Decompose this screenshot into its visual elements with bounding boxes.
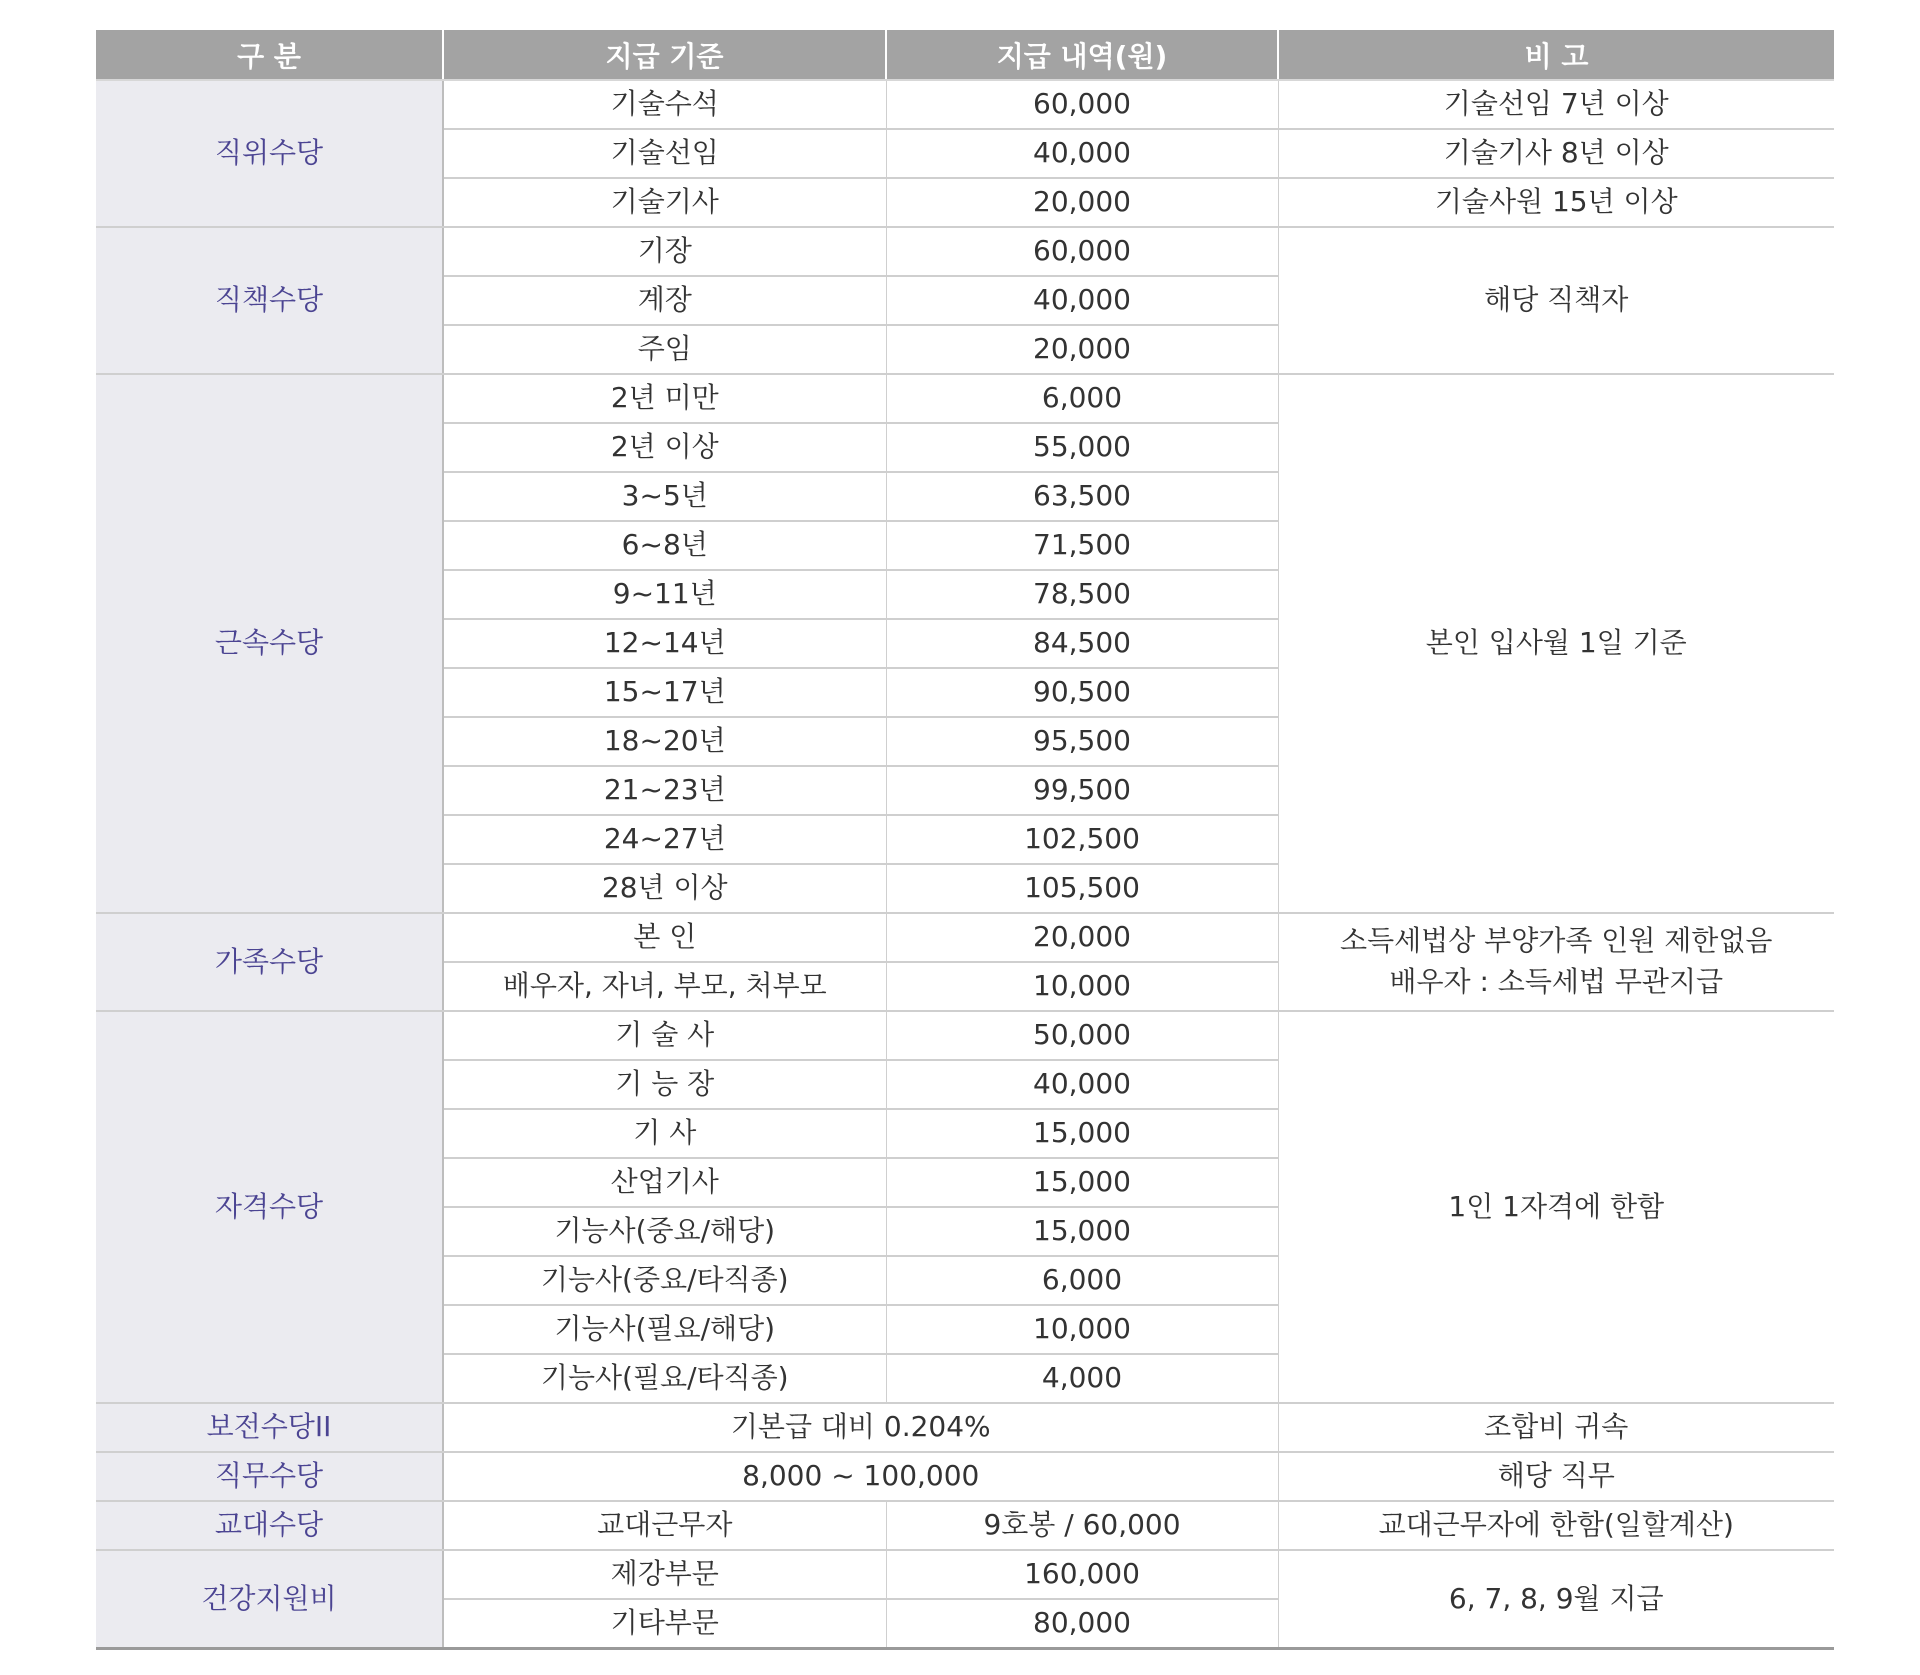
table-row [96,1452,1834,1501]
amount-cell: 160,000 [886,1550,1278,1599]
category-cell: 직위수당 [96,80,443,227]
table-row [96,913,1834,962]
table-row [96,1011,1834,1060]
amount-cell: 40,000 [886,276,1278,325]
amount-cell: 50,000 [886,1011,1278,1060]
criterion-cell: 기 사 [443,1109,886,1158]
header-criterion: 지급 기준 [443,30,886,80]
table-row [96,1550,1834,1599]
amount-cell: 99,500 [886,766,1278,815]
criterion-cell: 9~11년 [443,570,886,619]
criterion-cell: 24~27년 [443,815,886,864]
amount-cell: 40,000 [886,1060,1278,1109]
criterion-cell: 3~5년 [443,472,886,521]
header-row [96,30,1834,80]
category-cell: 교대수당 [96,1501,443,1550]
amount-cell: 40,000 [886,129,1278,178]
amount-cell: 20,000 [886,325,1278,374]
table-row [96,80,1834,129]
criterion-cell: 계장 [443,276,886,325]
category-cell: 직책수당 [96,227,443,374]
note-cell [1278,913,1834,1011]
criterion-cell: 기타부문 [443,1599,886,1649]
category-cell: 건강지원비 [96,1550,443,1649]
table-row [96,1501,1834,1550]
criterion-cell: 교대근무자 [443,1501,886,1550]
amount-cell: 84,500 [886,619,1278,668]
amount-cell: 63,500 [886,472,1278,521]
amount-cell: 90,500 [886,668,1278,717]
amount-cell: 105,500 [886,864,1278,913]
amount-cell: 60,000 [886,227,1278,276]
amount-cell: 80,000 [886,1599,1278,1649]
criterion-cell: 산업기사 [443,1158,886,1207]
criterion-cell: 주임 [443,325,886,374]
table-row [96,374,1834,423]
amount-cell: 4,000 [886,1354,1278,1403]
criterion-cell: 기술수석 [443,80,886,129]
criterion-cell: 2년 이상 [443,423,886,472]
amount-cell: 55,000 [886,423,1278,472]
criterion-cell: 본 인 [443,913,886,962]
criterion-cell: 제강부문 [443,1550,886,1599]
detail-cell: 8,000 ~ 100,000 [443,1452,1278,1501]
amount-cell: 20,000 [886,178,1278,227]
amount-cell: 71,500 [886,521,1278,570]
amount-cell: 60,000 [886,80,1278,129]
criterion-cell: 기능사(중요/타직종) [443,1256,886,1305]
criterion-cell: 기 술 사 [443,1011,886,1060]
amount-cell: 9호봉 / 60,000 [886,1501,1278,1550]
note-cell: 기술사원 15년 이상 [1278,178,1834,227]
table-row [96,227,1834,276]
criterion-cell: 28년 이상 [443,864,886,913]
amount-cell: 15,000 [886,1207,1278,1256]
amount-cell: 15,000 [886,1158,1278,1207]
note-line: 배우자 : 소득세법 무관지급 [1389,965,1724,998]
header-category: 구 분 [96,30,443,80]
amount-cell: 15,000 [886,1109,1278,1158]
note-cell: 기술선임 7년 이상 [1278,80,1834,129]
amount-cell: 6,000 [886,1256,1278,1305]
note-cell: 본인 입사월 1일 기준 [1278,374,1834,913]
criterion-cell: 기 능 장 [443,1060,886,1109]
criterion-cell: 기술선임 [443,129,886,178]
criterion-cell: 21~23년 [443,766,886,815]
category-cell: 직무수당 [96,1452,443,1501]
note-cell: 1인 1자격에 한함 [1278,1011,1834,1403]
category-cell: 보전수당II [96,1403,443,1452]
criterion-cell: 기능사(필요/해당) [443,1305,886,1354]
criterion-cell: 기술기사 [443,178,886,227]
criterion-cell: 2년 미만 [443,374,886,423]
note-cell: 해당 직책자 [1278,227,1834,374]
note-cell: 교대근무자에 한함(일할계산) [1278,1501,1834,1550]
table-row [96,1403,1834,1452]
criterion-cell: 18~20년 [443,717,886,766]
detail-cell: 기본급 대비 0.204% [443,1403,1278,1452]
amount-cell: 95,500 [886,717,1278,766]
amount-cell: 10,000 [886,962,1278,1011]
amount-cell: 6,000 [886,374,1278,423]
criterion-cell: 15~17년 [443,668,886,717]
criterion-cell: 기장 [443,227,886,276]
note-cell: 기술기사 8년 이상 [1278,129,1834,178]
header-note: 비 고 [1278,30,1834,80]
note-line: 소득세법상 부양가족 인원 제한없음 [1340,924,1773,958]
criterion-cell: 기능사(필요/타직종) [443,1354,886,1403]
amount-cell: 78,500 [886,570,1278,619]
criterion-cell: 기능사(중요/해당) [443,1207,886,1256]
note-cell: 6, 7, 8, 9월 지급 [1278,1550,1834,1649]
criterion-cell: 배우자, 자녀, 부모, 처부모 [443,962,886,1011]
category-cell: 근속수당 [96,374,443,913]
amount-cell: 10,000 [886,1305,1278,1354]
amount-cell: 102,500 [886,815,1278,864]
category-cell: 가족수당 [96,913,443,1011]
amount-cell: 20,000 [886,913,1278,962]
header-amount: 지급 내역(원) [886,30,1278,80]
note-cell: 조합비 귀속 [1278,1403,1834,1452]
criterion-cell: 6~8년 [443,521,886,570]
criterion-cell: 12~14년 [443,619,886,668]
note-cell: 해당 직무 [1278,1452,1834,1501]
allowance-table [96,30,1834,1650]
category-cell: 자격수당 [96,1011,443,1403]
